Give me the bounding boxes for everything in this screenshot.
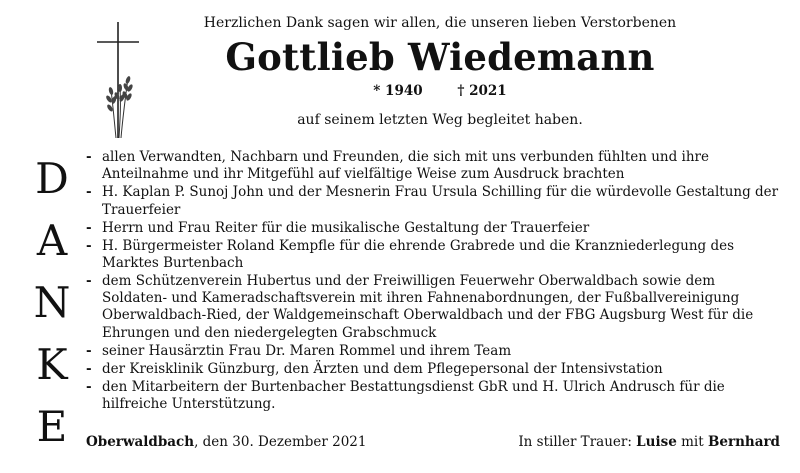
- cross-with-wheat-icon: [94, 20, 154, 140]
- birth-year: * 1940: [373, 83, 423, 99]
- mourner-name: Bernhard: [707, 434, 780, 450]
- danke-vertical-word: [30, 148, 74, 458]
- list-item: - der Kreisklinik Günzburg, den Ärzten und dem Pflegepersonal der Intensivstation: [86, 360, 663, 377]
- list-item: - H. Bürgermeister Roland Kempfle für die ehrende Grabrede und die Kranzniederlegung des Marktes Burtenbach: [86, 237, 735, 271]
- list-marker: -: [86, 149, 92, 165]
- list-marker: -: [86, 342, 92, 359]
- list-item: - H. Kaplan P. Sunoj John und der Mesnerin Frau Ursula Schilling für die würdevolle Gestaltung der Trauerfeier: [86, 184, 779, 218]
- list-marker: -: [86, 272, 92, 289]
- list-item: - dem Schützenverein Hubertus und der Freiwilligen Feuerwehr Oberwaldbach sowie dem Soldaten- und Kameradschaftsverein mit ihren Fahnenabordnungen, der Fußballvereinigung Oberwaldbach-Ried, der Waldgemeinschaft Oberwaldbach und der FBG Augsburg West für die Ehrungen und den niedergelegten Grabschmuck: [86, 272, 754, 341]
- list-marker: -: [86, 378, 92, 395]
- list-marker: -: [86, 237, 92, 254]
- notice-header: [190, 14, 690, 129]
- mourners-line: [518, 433, 780, 451]
- list-item: - seiner Hausärztin Frau Dr. Maren Rommel und ihrem Team: [86, 342, 512, 359]
- list-item: - den Mitarbeitern der Burtenbacher Bestattungsdienst GbR und H. Ulrich Andrusch für die hilfreiche Unterstützung.: [86, 378, 725, 412]
- list-marker: -: [86, 360, 92, 377]
- place-name: Oberwaldbach: [86, 434, 195, 450]
- deceased-name: Gottlieb Wiedemann: [225, 35, 655, 79]
- list-item: - allen Verwandten, Nachbarn und Freunden, die sich mit uns verbunden fühlten und ihre Anteilnahme und ihr Mitgefühl auf vielfältige Weise zum Ausdruck brachten: [86, 149, 709, 183]
- list-marker: -: [86, 219, 92, 236]
- mourner-name: Luise: [636, 434, 677, 450]
- danke-letter: A: [36, 216, 68, 265]
- thanks-list: [86, 149, 780, 414]
- mourning-prefix: In stiller Trauer:: [518, 434, 637, 450]
- danke-letter: E: [36, 402, 68, 451]
- intro-text: Herzlichen Dank sagen wir allen, die unseren lieben Verstorbenen: [203, 15, 677, 31]
- life-dates: [190, 83, 690, 99]
- list-item: - Herrn und Frau Reiter für die musikalische Gestaltung der Trauerfeier: [86, 219, 590, 236]
- danke-letter: K: [36, 340, 68, 389]
- closing-text: auf seinem letzten Weg begleitet haben.: [297, 112, 583, 128]
- danke-letter: N: [33, 278, 71, 327]
- place-date: [86, 433, 366, 451]
- danke-letter: D: [35, 154, 69, 203]
- death-year: † 2021: [457, 83, 507, 99]
- list-marker: -: [86, 184, 92, 201]
- date-text: , den 30. Dezember 2021: [194, 434, 367, 450]
- connector-text: mit: [676, 434, 708, 450]
